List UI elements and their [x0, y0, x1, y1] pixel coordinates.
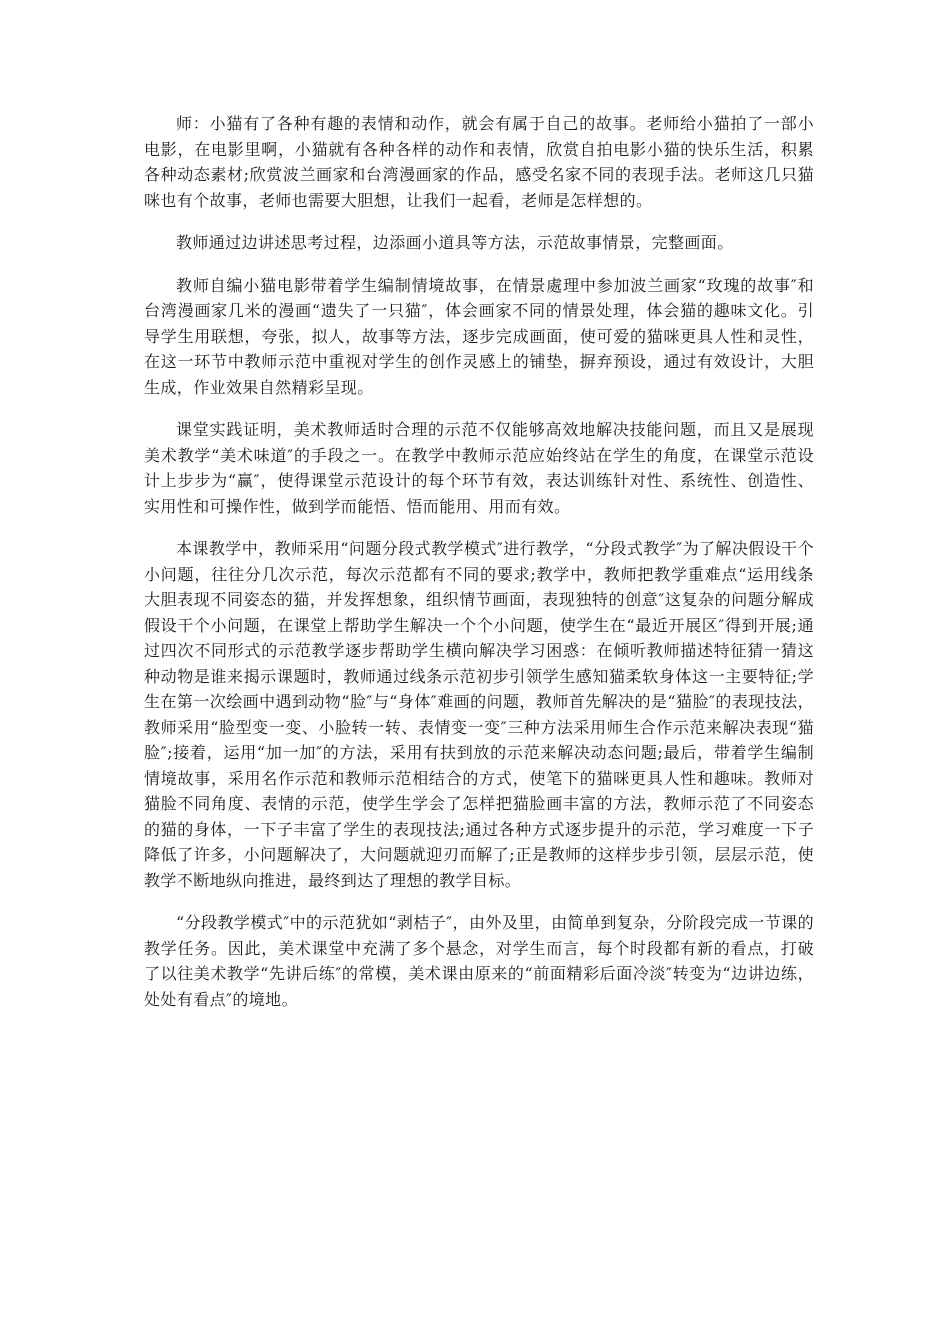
document-page	[144, 111, 814, 1012]
paragraph-classroom-practice: 课堂实践证明，美术教师适时合理的示范不仅能够高效地解决技能问题，而且又是展现美术教学“美术味道″的手段之一。在教学中教师示范应始终站在学生的角度，在课堂示范设计上步步为“赢″，使得课堂示范设计的每个环节有效，表达训练针对性、系统性、创造性、实用性和可操作性，做到学而能悟、悟而能用、用而有效。	[144, 420, 814, 516]
paragraph-segmented-teaching: 本课教学中，教师采用“问题分段式教学模式″进行教学，“分段式教学″为了解决假设干个小问题，往往分几次示范，每次示范都有不同的要求;教学中，教师把教学重难点“运用线条大胆表现不同姿态的猫，并发挥想象，组织情节画面，表现独特的创意″这复杂的问题分解成假设干个小问题，在课堂上帮助学生解决一个个小问题，使学生在“最近开展区″得到开展;通过四次不同形式的示范教学逐步帮助学生横向解决学习困惑：在倾听教师描述特征猜一猜这种动物是谁来揭示课题时，教师通过线条示范初步引领学生感知猫柔软身体这一主要特征;学生在第一次绘画中遇到动物“脸″与“身体″难画的问题，教师首先解决的是“猫脸″的表现技法，教师采用“脸型变一变、小脸转一转、表情变一变″三种方法采用师生合作示范来解决表现“猫脸″;接着，运用“加一加″的方法，采用有扶到放的示范来解决动态问题;最后，带着学生编制情境故事，采用名作示范和教师示范相结合的方式，使笔下的猫咪更具人性和趣味。教师对猫脸不同角度、表情的示范，使学生学会了怎样把猫脸画丰富的方法，教师示范了不同姿态的猫的身体，一下子丰富了学生的表现技法;通过各种方式逐步提升的示范，学习难度一下子降低了许多，小问题解决了，大问题就迎刃而解了;正是教师的这样步步引领，层层示范，使教学不断地纵向推进，最终到达了理想的教学目标。	[144, 539, 814, 890]
paragraph-teacher-speech: 师：小猫有了各种有趣的表情和动作，就会有属于自己的故事。老师给小猫拍了一部小电影，在电影里啊，小猫就有各种各样的动作和表情，欣赏自拍电影小猫的快乐生活，积累各种动态素材;欣赏波兰画家和台湾漫画家的作品，感受名家不同的表现手法。老师这几只猫咪也有个故事，老师也需要大胆想，让我们一起看，老师是怎样想的。	[144, 114, 814, 210]
paragraph-cat-movie: 教师自编小猫电影带着学生编制情境故事，在情景處理中参加波兰画家“玫瑰的故事″和台湾漫画家几米的漫画“遗失了一只猫″，体会画家不同的情景处理，体会猫的趣味文化。引导学生用联想，夸张，拟人，故事等方法，逐步完成画面，使可爱的猫咪更具人性和灵性，在这一环节中教师示范中重视对学生的创作灵感上的铺垫，摒弃预设，通过有效设计，大胆生成，作业效果自然精彩呈现。	[144, 275, 814, 397]
paragraph-peeling-orange: “分段教学模式″中的示范犹如“剥桔子″，由外及里，由简单到复杂，分阶段完成一节课的教学任务。因此，美术课堂中充满了多个悬念，对学生而言，每个时段都有新的看点，打破了以往美术教学“先讲后练″的常模，美术课由原来的“前面精彩后面冷淡″转变为“边讲边练，处处有看点″的境地。	[144, 913, 814, 1009]
paragraph-teacher-demo: 教师通过边讲述思考过程，边添画小道具等方法，示范故事情景，完整画面。	[176, 233, 734, 252]
